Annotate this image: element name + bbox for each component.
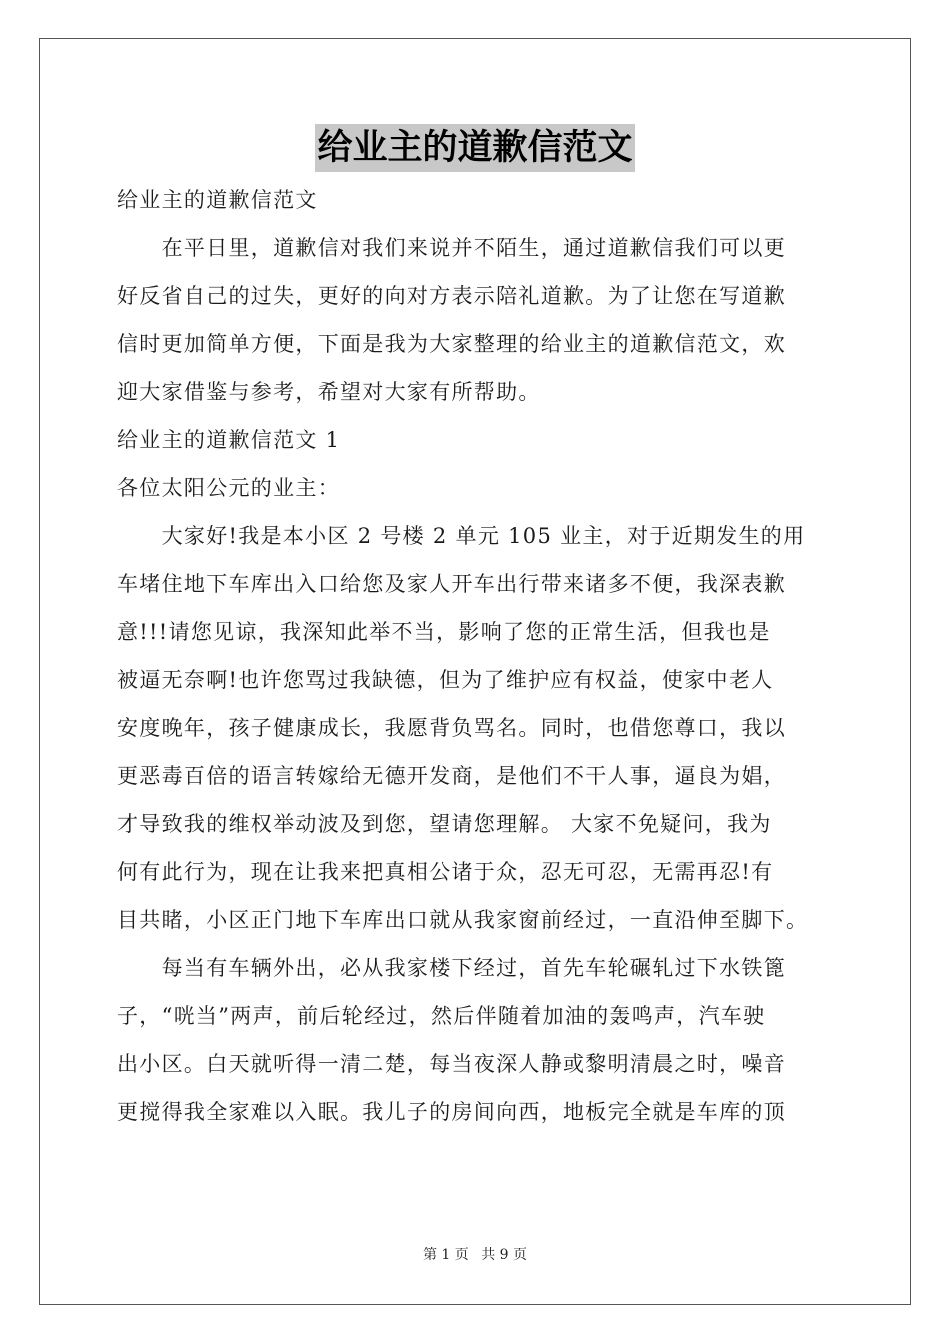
text-line: 大家好!我是本小区 2 号楼 2 单元 105 业主，对于近期发生的用 <box>117 524 806 548</box>
text-line: 意!!!请您见谅，我深知此举不当，影响了您的正常生活，但我也是 <box>117 620 771 644</box>
text-line: 更恶毒百倍的语言转嫁给无德开发商，是他们不干人事，逼良为娼， <box>117 764 786 788</box>
text-line: 迎大家借鉴与参考，希望对大家有所帮助。 <box>117 380 541 404</box>
text-line: 信时更加简单方便，下面是我为大家整理的给业主的道歉信范文，欢 <box>117 332 786 356</box>
text-line: 出小区。白天就听得一清二楚，每当夜深人静或黎明清晨之时，噪音 <box>117 1052 786 1076</box>
document-title: 给业主的道歉信范文 <box>315 124 634 172</box>
section-heading: 给业主的道歉信范文 1 <box>117 428 341 452</box>
text-line: 在平日里，道歉信对我们来说并不陌生，通过道歉信我们可以更 <box>117 236 786 260</box>
text-line: 才导致我的维权举动波及到您，望请您理解。 大家不免疑问，我为 <box>117 812 772 836</box>
text-line: 好反省自己的过失，更好的向对方表示陪礼道歉。为了让您在写道歉 <box>117 284 786 308</box>
text-line: 被逼无奈啊!也许您骂过我缺德，但为了维护应有权益，使家中老人 <box>117 668 774 692</box>
text-line: 车堵住地下车库出入口给您及家人开车出行带来诸多不便，我深表歉 <box>117 572 786 596</box>
page-total: 共 9 页 <box>481 1247 528 1263</box>
text-line: 何有此行为，现在让我来把真相公诸于众，忍无可忍，无需再忍!有 <box>117 860 774 884</box>
subtitle-line: 给业主的道歉信范文 <box>117 188 318 212</box>
text-line: 安度晚年，孩子健康成长，我愿背负骂名。同时，也借您尊口，我以 <box>117 716 786 740</box>
text-line: 每当有车辆外出，必从我家楼下经过，首先车轮碾轧过下水铁篦 <box>117 956 786 980</box>
salutation-line: 各位太阳公元的业主： <box>117 476 340 500</box>
title-container <box>0 124 950 172</box>
text-line: 更搅得我全家难以入眠。我儿子的房间向西，地板完全就是车库的顶 <box>117 1100 786 1124</box>
page-footer <box>0 1244 950 1264</box>
text-line: 目共睹，小区正门地下车库出口就从我家窗前经过，一直沿伸至脚下。 <box>117 908 809 932</box>
page-number: 第 1 页 <box>422 1247 469 1263</box>
document-body <box>117 176 833 1136</box>
text-line: 子，“咣当”两声，前后轮经过，然后伴随着加油的轰鸣声，汽车驶 <box>117 1004 766 1028</box>
